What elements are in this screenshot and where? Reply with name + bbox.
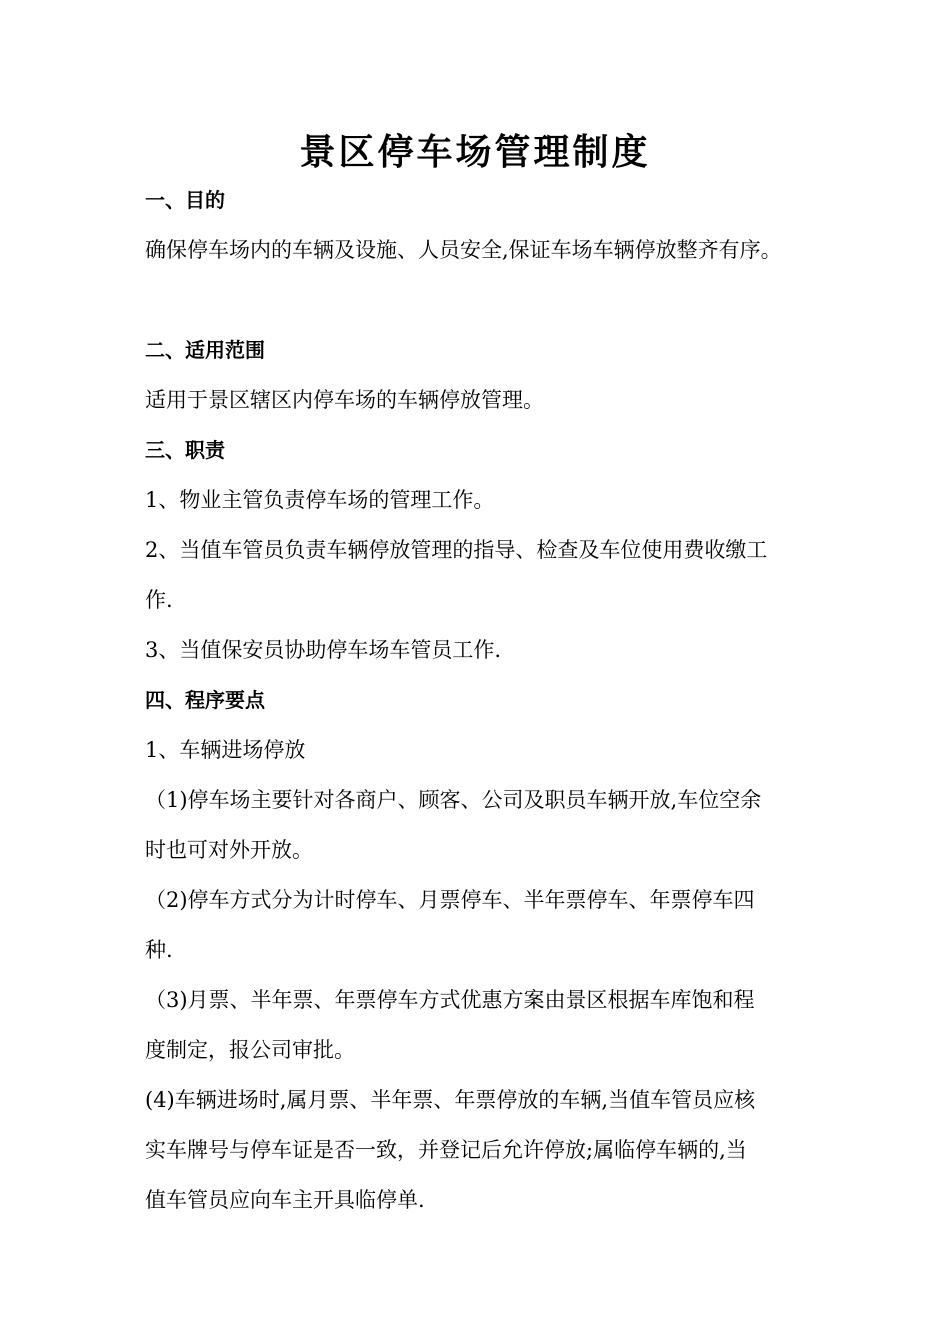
paragraph-line: 度制定，报公司审批。 (145, 1038, 355, 1062)
paragraph-line: 1、车辆进场停放 (145, 738, 306, 762)
section-heading-duties: 三、职责 (145, 438, 225, 462)
paragraph-line: 2、当值车管员负责车辆停放管理的指导、检查及车位使用费收缴工 (145, 538, 768, 562)
paragraph-line: 作. (145, 588, 173, 612)
paragraph-line: 种. (145, 938, 173, 962)
paragraph-line: 1、物业主管负责停车场的管理工作。 (145, 488, 495, 512)
paragraph-line: （3)月票、半年票、年票停车方式优惠方案由景区根据车库饱和程 (145, 988, 755, 1012)
paragraph-line: 适用于景区辖区内停车场的车辆停放管理。 (145, 388, 544, 412)
paragraph-line: (4)车辆进场时,属月票、半年票、年票停放的车辆,当值车管员应核 (145, 1088, 756, 1112)
paragraph-line: 确保停车场内的车辆及设施、人员安全,保证车场车辆停放整齐有序。 (145, 238, 782, 262)
paragraph-line: 值车管员应向车主开具临停单. (145, 1188, 425, 1212)
paragraph-line: 实车牌号与停车证是否一致，并登记后允许停放;属临停车辆的,当 (145, 1138, 747, 1162)
paragraph-line: （2)停车方式分为计时停车、月票停车、半年票停车、年票停车四 (145, 888, 755, 912)
section-heading-purpose: 一、目的 (145, 188, 225, 212)
paragraph-line: （1)停车场主要针对各商户、顾客、公司及职员车辆开放,车位空余 (145, 788, 762, 812)
paragraph-line: 3、当值保安员协助停车场车管员工作. (145, 638, 502, 662)
paragraph-line: 时也可对外开放。 (145, 838, 313, 862)
section-heading-scope: 二、适用范围 (145, 338, 265, 362)
section-heading-procedure: 四、程序要点 (145, 688, 265, 712)
document-title: 景区停车场管理制度 (299, 131, 651, 173)
